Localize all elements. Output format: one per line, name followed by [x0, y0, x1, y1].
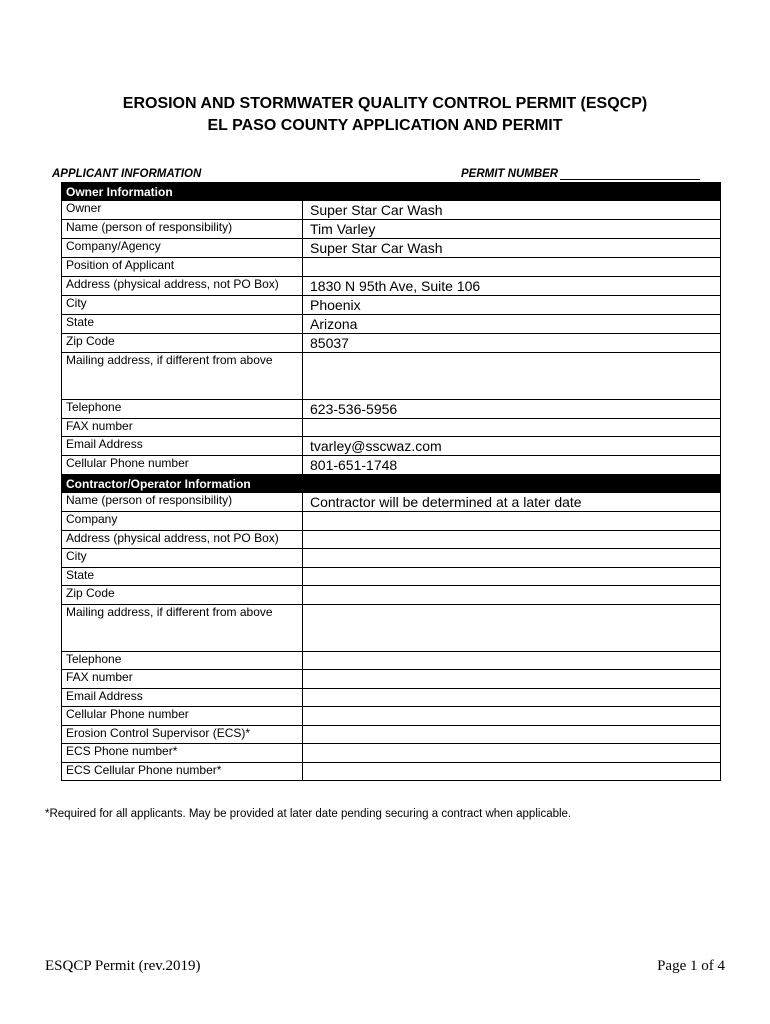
field-value[interactable]	[303, 744, 721, 763]
form-row	[62, 295, 721, 314]
form-row	[62, 586, 721, 605]
field-value[interactable]	[303, 688, 721, 707]
field-value[interactable]	[303, 530, 721, 549]
owner-section-header	[62, 183, 721, 201]
field-value[interactable]	[303, 258, 721, 277]
form-row	[62, 399, 721, 418]
form-row	[62, 220, 721, 239]
form-row	[62, 493, 721, 512]
application-form-table	[61, 182, 721, 781]
section-heading: Contractor/Operator Information	[62, 475, 303, 493]
form-row	[62, 604, 721, 651]
field-label: FAX number	[62, 670, 303, 689]
form-row	[62, 725, 721, 744]
field-value[interactable]	[303, 651, 721, 670]
field-label: Mailing address, if different from above	[62, 604, 303, 651]
form-row	[62, 314, 721, 333]
field-value[interactable]: Super Star Car Wash	[303, 239, 721, 258]
field-label: Zip Code	[62, 333, 303, 352]
field-value[interactable]	[303, 670, 721, 689]
field-value[interactable]	[303, 586, 721, 605]
field-value[interactable]	[303, 567, 721, 586]
field-label: Telephone	[62, 651, 303, 670]
field-label: Company	[62, 512, 303, 531]
field-label: Erosion Control Supervisor (ECS)*	[62, 725, 303, 744]
form-row	[62, 437, 721, 456]
field-label: ECS Cellular Phone number*	[62, 762, 303, 781]
form-row	[62, 651, 721, 670]
field-value[interactable]: Phoenix	[303, 295, 721, 314]
field-value[interactable]	[303, 549, 721, 568]
field-value[interactable]: Arizona	[303, 314, 721, 333]
field-value[interactable]: 623-536-5956	[303, 399, 721, 418]
form-row	[62, 258, 721, 277]
field-label: Name (person of responsibility)	[62, 220, 303, 239]
form-row	[62, 707, 721, 726]
form-row	[62, 456, 721, 475]
form-row	[62, 418, 721, 437]
field-value[interactable]: Tim Varley	[303, 220, 721, 239]
field-label: Owner	[62, 201, 303, 220]
field-value[interactable]: Super Star Car Wash	[303, 201, 721, 220]
form-row	[62, 744, 721, 763]
field-label: Mailing address, if different from above	[62, 352, 303, 399]
form-row	[62, 276, 721, 295]
field-label: Email Address	[62, 688, 303, 707]
document-subtitle: EL PASO COUNTY APPLICATION AND PERMIT	[207, 117, 563, 134]
field-value[interactable]: 85037	[303, 333, 721, 352]
field-label: Position of Applicant	[62, 258, 303, 277]
field-label: Email Address	[62, 437, 303, 456]
section-heading: Owner Information	[62, 183, 303, 201]
field-label: Address (physical address, not PO Box)	[62, 276, 303, 295]
form-row	[62, 352, 721, 399]
field-label: City	[62, 295, 303, 314]
field-label: FAX number	[62, 418, 303, 437]
permit-number-field	[461, 168, 700, 180]
field-value[interactable]	[303, 762, 721, 781]
field-label: State	[62, 314, 303, 333]
field-value[interactable]	[303, 604, 721, 651]
field-label: Name (person of responsibility)	[62, 493, 303, 512]
field-value[interactable]: tvarley@sscwaz.com	[303, 437, 721, 456]
form-row	[62, 670, 721, 689]
field-label: State	[62, 567, 303, 586]
field-value[interactable]: 1830 N 95th Ave, Suite 106	[303, 276, 721, 295]
field-value[interactable]: Contractor will be determined at a later date	[303, 493, 721, 512]
field-label: Cellular Phone number	[62, 456, 303, 475]
form-row	[62, 239, 721, 258]
form-row	[62, 333, 721, 352]
footer-page-number: Page 1 of 4	[657, 958, 725, 974]
field-label: Company/Agency	[62, 239, 303, 258]
contractor-section-header	[62, 475, 721, 493]
field-value[interactable]	[303, 352, 721, 399]
form-row	[62, 688, 721, 707]
field-value[interactable]	[303, 418, 721, 437]
form-row	[62, 549, 721, 568]
field-value[interactable]	[303, 725, 721, 744]
permit-number-blank[interactable]	[560, 168, 700, 180]
form-row	[62, 567, 721, 586]
field-label: Address (physical address, not PO Box)	[62, 530, 303, 549]
required-footnote: *Required for all applicants. May be provided at later date pending securing a contract when applicable.	[45, 808, 572, 820]
footer-form-revision: ESQCP Permit (rev.2019)	[45, 958, 201, 974]
permit-number-label: PERMIT NUMBER	[461, 168, 559, 180]
field-label: ECS Phone number*	[62, 744, 303, 763]
form-row	[62, 512, 721, 531]
field-value[interactable]	[303, 707, 721, 726]
document-title: EROSION AND STORMWATER QUALITY CONTROL PERMIT (ESQCP)	[122, 95, 648, 112]
form-row	[62, 530, 721, 549]
field-label: Telephone	[62, 399, 303, 418]
field-value[interactable]: 801-651-1748	[303, 456, 721, 475]
applicant-info-label: APPLICANT INFORMATION	[52, 168, 202, 180]
form-row	[62, 762, 721, 781]
field-value[interactable]	[303, 512, 721, 531]
field-label: City	[62, 549, 303, 568]
form-row	[62, 201, 721, 220]
field-label: Cellular Phone number	[62, 707, 303, 726]
field-label: Zip Code	[62, 586, 303, 605]
